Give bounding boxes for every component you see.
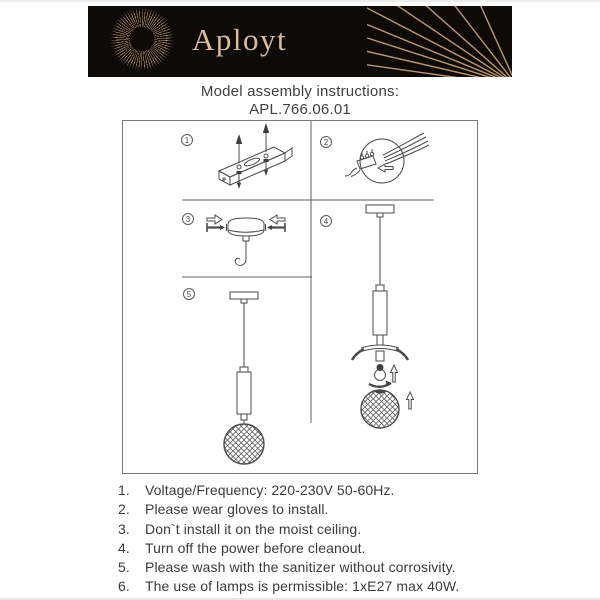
assembly-diagram bbox=[122, 120, 478, 474]
model-code: APL.766.06.01 bbox=[249, 101, 351, 118]
panel-dividers bbox=[182, 121, 434, 423]
step5-assembled-lamp-drawing bbox=[224, 292, 264, 464]
instruction-item bbox=[118, 520, 498, 539]
instruction-item bbox=[118, 500, 498, 519]
brand-name: Aployt bbox=[192, 22, 288, 57]
instruction-number: 3. bbox=[118, 520, 130, 537]
instruction-list bbox=[118, 481, 498, 597]
instruction-item bbox=[118, 577, 498, 596]
step1-bracket-drawing bbox=[219, 123, 292, 189]
step-4-badge: 4 bbox=[320, 215, 332, 227]
instruction-text: Don`t install it on the moist ceiling. bbox=[145, 520, 362, 537]
instruction-text: The use of lamps is permissible: 1xE27 max 40W. bbox=[145, 578, 460, 595]
step-5-badge: 5 bbox=[183, 288, 195, 300]
instruction-number: 4. bbox=[118, 539, 130, 556]
page-title: Model assembly instructions: bbox=[200, 83, 400, 100]
instruction-text: Turn off the power before cleanout. bbox=[145, 539, 366, 556]
step2-wiring-detail-drawing bbox=[345, 133, 429, 183]
step4-assembly-drawing bbox=[352, 205, 414, 428]
instruction-text: Please wash with the sanitizer without corrosivity. bbox=[145, 559, 456, 576]
instruction-text: Voltage/Frequency: 220-230V 50-60Hz. bbox=[145, 482, 395, 498]
instruction-number: 1. bbox=[118, 482, 130, 498]
assembly-diagram-art bbox=[123, 121, 477, 473]
instruction-item bbox=[118, 481, 498, 500]
starburst-logo-icon bbox=[110, 7, 174, 71]
step3-canopy-drawing bbox=[207, 215, 285, 265]
brand-banner bbox=[88, 6, 512, 77]
fan-lines-icon bbox=[367, 6, 512, 77]
step-2-badge: 2 bbox=[320, 136, 332, 148]
instruction-item bbox=[118, 539, 498, 558]
step-1-badge: 1 bbox=[181, 134, 193, 146]
instruction-item bbox=[118, 558, 498, 577]
instruction-number: 2. bbox=[118, 501, 130, 518]
step-3-badge: 3 bbox=[182, 213, 194, 225]
instruction-number: 6. bbox=[118, 578, 130, 595]
instruction-text: Please wear gloves to install. bbox=[145, 501, 329, 518]
instruction-number: 5. bbox=[118, 559, 130, 576]
